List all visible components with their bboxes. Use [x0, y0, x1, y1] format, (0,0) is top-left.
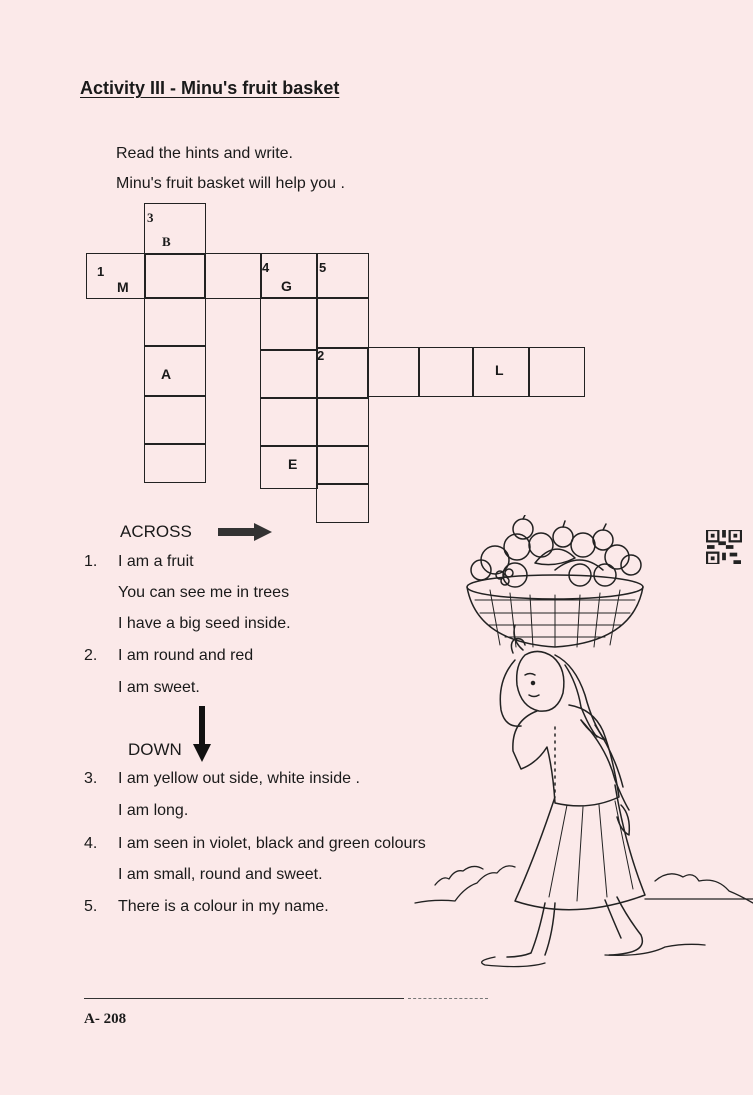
page-title: Activity III - Minu's fruit basket	[80, 78, 340, 98]
across-heading: ACROSS	[120, 522, 192, 541]
instruction-line-2: Minu's fruit basket will help you .	[116, 175, 345, 192]
crossword-cell[interactable]	[144, 203, 206, 255]
crossword-cell[interactable]	[204, 253, 262, 299]
clue-number: 4.	[84, 835, 98, 852]
clue-number-5: 5	[319, 260, 327, 275]
clue-line: You can see me in trees	[118, 584, 290, 601]
footer-rule	[84, 998, 404, 999]
crossword-cell[interactable]	[260, 397, 318, 447]
crossword-cell[interactable]	[316, 347, 369, 399]
clue-number-2: 2	[317, 348, 325, 363]
crossword-letter: M	[117, 279, 129, 295]
clue-line: I am sweet.	[118, 679, 200, 696]
fruit-pile	[471, 515, 641, 587]
down-heading: DOWN	[128, 740, 182, 759]
clue-line: There is a colour in my name.	[118, 898, 329, 915]
crossword-cell[interactable]	[418, 347, 474, 397]
crossword-cell[interactable]	[144, 297, 206, 347]
footer-rule-dashed	[408, 998, 488, 999]
crossword-cell[interactable]	[144, 395, 206, 445]
crossword-letter: G	[281, 278, 292, 294]
clue-line: I am yellow out side, white inside .	[118, 770, 360, 787]
clue-line: I have a big seed inside.	[118, 615, 291, 632]
crossword-letter: B	[162, 234, 171, 249]
crossword-letter: A	[161, 366, 172, 382]
clue-number-4: 4	[262, 260, 270, 275]
clue-number: 5.	[84, 898, 98, 915]
crossword-cell[interactable]	[260, 349, 318, 399]
crossword-cell[interactable]	[316, 397, 369, 447]
crossword-cell[interactable]	[144, 253, 206, 299]
girl-with-fruit-basket	[405, 515, 753, 975]
crossword-cell[interactable]	[528, 347, 585, 397]
crossword-cell[interactable]	[144, 345, 206, 397]
clue-number-3: 3	[147, 210, 154, 225]
instruction-line-1: Read the hints and write.	[116, 145, 293, 162]
clue-line: I am a fruit	[118, 553, 194, 570]
crossword-cell[interactable]	[472, 347, 530, 397]
crossword-cell[interactable]	[260, 297, 318, 351]
crossword-cell[interactable]	[260, 253, 318, 299]
clue-line: I am seen in violet, black and green colours	[118, 835, 426, 852]
girl	[500, 625, 645, 957]
crossword-cell[interactable]	[316, 445, 369, 485]
clue-number: 3.	[84, 770, 98, 787]
crossword-letter: E	[288, 456, 298, 472]
clue-number-1: 1	[97, 264, 105, 279]
page-number: A- 208	[84, 1011, 127, 1027]
crossword-cell[interactable]	[86, 253, 146, 299]
arrow-right-icon	[218, 522, 272, 542]
arrow-down-icon	[192, 706, 212, 762]
crossword-cell[interactable]	[316, 297, 369, 349]
clue-line: I am long.	[118, 802, 189, 819]
clue-line: I am round and red	[118, 647, 254, 664]
crossword-cell[interactable]	[144, 443, 206, 483]
crossword-letter: L	[495, 362, 504, 378]
crossword-cell[interactable]	[316, 253, 369, 299]
clue-line: I am small, round and sweet.	[118, 866, 323, 883]
ground	[415, 866, 753, 967]
clue-number: 1.	[84, 553, 98, 570]
crossword-cell[interactable]	[316, 483, 369, 523]
crossword-cell[interactable]	[367, 347, 420, 397]
crossword-cell[interactable]	[260, 445, 318, 489]
clue-number: 2.	[84, 647, 98, 664]
basket	[467, 575, 643, 647]
